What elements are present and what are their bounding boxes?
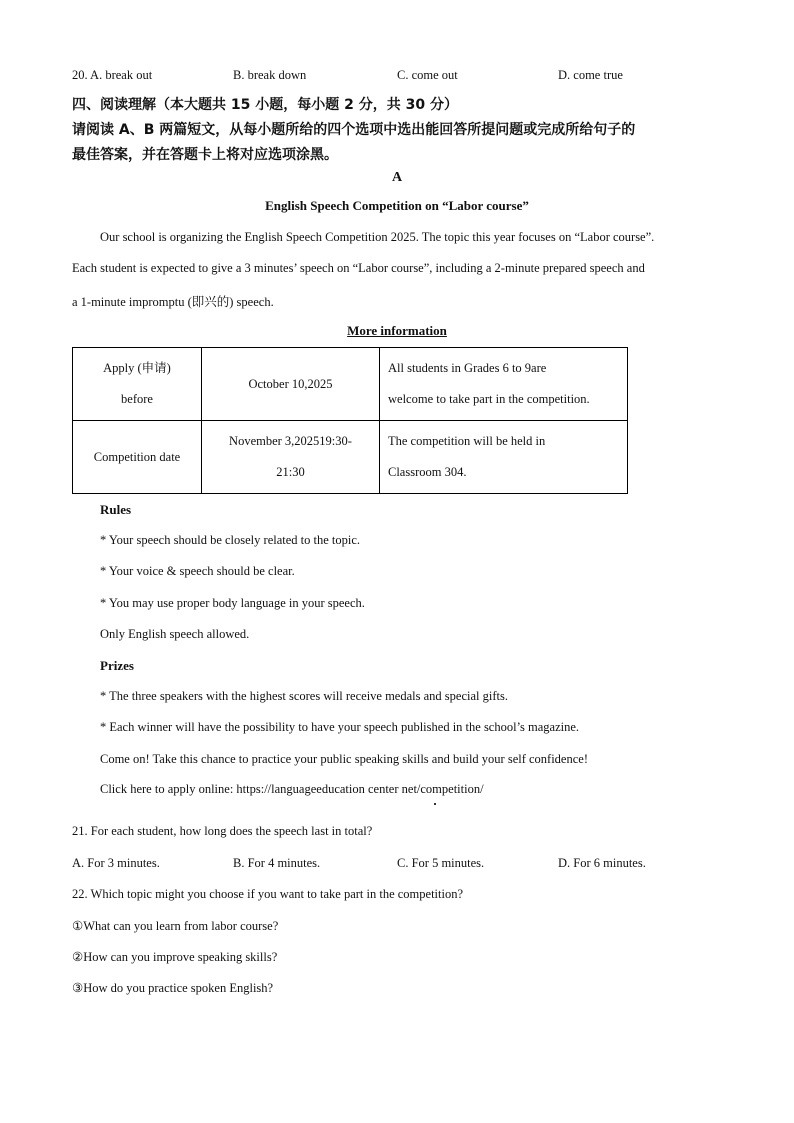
rule-item: Only English speech allowed. <box>100 627 250 641</box>
q21-option-b: B. For 4 minutes. <box>233 856 321 870</box>
section-heading: 四、阅读理解（本大题共 15 小题，每小题 2 分，共 30 分） <box>72 97 458 113</box>
rule-item: * Your voice & speech should be clear. <box>100 564 295 578</box>
passage-paragraph-line2: Each student is expected to give a 3 minutes’ speech on “Labor course”, including a 2-minute prepared speech and <box>72 261 645 275</box>
q22-option-2: ②How can you improve speaking skills? <box>72 950 278 964</box>
table-cell-apply-label <box>73 348 202 421</box>
q20-option-c: C. come out <box>397 68 458 82</box>
q21-option-a: A. For 3 minutes. <box>72 856 160 870</box>
q22-stem: 22. Which topic might you choose if you want to take part in the competition? <box>72 887 464 901</box>
passage-paragraph-line1: Our school is organizing the English Speech Competition 2025. The topic this year focuses on “Labor course”. <box>100 230 655 244</box>
apply-label-line1: Apply (申请) <box>103 361 171 375</box>
passage-paragraph-line3: a 1-minute impromptu (即兴的) speech. <box>72 295 274 309</box>
location-line1: The competition will be held in <box>388 434 546 448</box>
q21-option-d: D. For 6 minutes. <box>558 856 646 870</box>
information-table <box>72 347 628 494</box>
q21-stem: 21. For each student, how long does the speech last in total? <box>72 824 373 838</box>
rule-item: * Your speech should be closely related to the topic. <box>100 533 361 547</box>
eligibility-line1: All students in Grades 6 to 9are <box>388 361 547 375</box>
table-cell-eligibility <box>380 348 628 421</box>
table-row <box>73 421 628 494</box>
section-instructions-line1: 请阅读 A、B 两篇短文，从每小题所给的四个选项中选出能回答所提问题或完成所给句子的 <box>72 122 636 138</box>
more-information-heading: More information <box>347 323 447 338</box>
table-cell-competition-date <box>202 421 380 494</box>
location-line2: Classroom 304. <box>388 465 467 479</box>
q20-option-a: 20. A. break out <box>72 68 153 82</box>
section-instructions-line2: 最佳答案，并在答题卡上将对应选项涂黑。 <box>72 147 338 163</box>
prizes-heading: Prizes <box>100 658 134 673</box>
q22-option-3: ③How do you practice spoken English? <box>72 981 274 995</box>
eligibility-line2: welcome to take part in the competition. <box>388 392 590 406</box>
passage-title: English Speech Competition on “Labor course” <box>265 198 529 213</box>
prize-item: * Each winner will have the possibility to have your speech published in the school’s magazine. <box>100 720 580 734</box>
q20-option-b: B. break down <box>233 68 307 82</box>
competition-date-line1: November 3,202519:30- <box>229 434 352 448</box>
table-cell-location <box>380 421 628 494</box>
rule-item: * You may use proper body language in your speech. <box>100 596 365 610</box>
table-row <box>73 348 628 421</box>
passage-letter: A <box>391 170 403 185</box>
q20-option-d: D. come true <box>558 68 623 82</box>
table-cell-apply-date: October 10,2025 <box>202 348 380 421</box>
rules-heading: Rules <box>100 502 132 517</box>
q21-option-c: C. For 5 minutes. <box>397 856 485 870</box>
q22-option-1: ①What can you learn from labor course? <box>72 919 279 933</box>
stray-dot <box>434 803 436 805</box>
table-cell-competition-label: Competition date <box>73 421 202 494</box>
closing-text: Come on! Take this chance to practice your public speaking skills and build your self confidence! <box>100 752 588 766</box>
apply-online-text: Click here to apply online: https://languageeducation center net/competition/ <box>100 782 484 796</box>
apply-label-line2: before <box>121 392 153 406</box>
competition-date-line2: 21:30 <box>276 465 305 479</box>
prize-item: * The three speakers with the highest scores will receive medals and special gifts. <box>100 689 508 703</box>
